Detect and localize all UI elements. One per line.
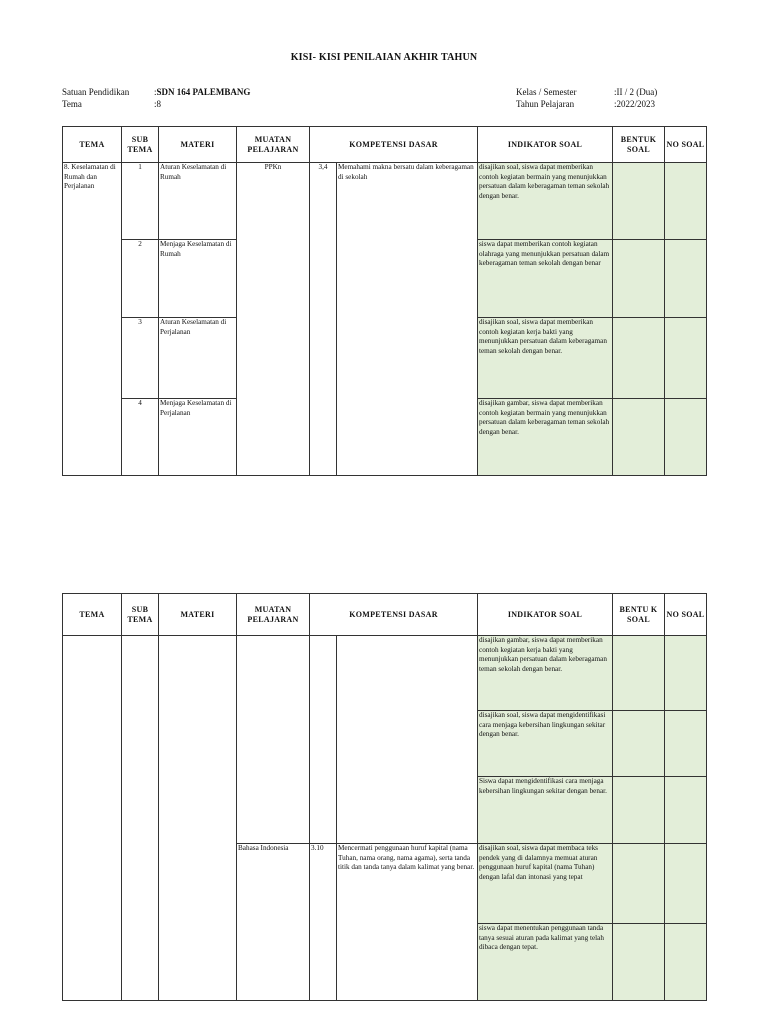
page-title: KISI- KISI PENILAIAN AKHIR TAHUN bbox=[290, 52, 478, 63]
header-subtema: SUB TEMA bbox=[122, 594, 159, 636]
meta-row-kelas bbox=[516, 86, 657, 98]
meta-colon: : bbox=[154, 99, 157, 109]
meta-row-satuan bbox=[62, 86, 250, 98]
cell-muatan bbox=[237, 636, 310, 844]
meta-value: 8 bbox=[156, 99, 162, 109]
meta-right bbox=[516, 86, 657, 110]
cell-subtema: 3 bbox=[122, 318, 159, 399]
table-row bbox=[63, 163, 707, 240]
cell-bentuk bbox=[613, 924, 665, 1001]
cell-bentuk bbox=[613, 777, 665, 844]
cell-indikator: disajikan soal, siswa dapat membaca teks pendek yang di dalamnya memuat aturan penggunaan huruf kapital (nama Tuhan) dengan lafal dan intonasi yang tepat bbox=[478, 844, 613, 924]
cell-bentuk bbox=[613, 711, 665, 777]
table-header-row bbox=[63, 127, 707, 163]
meta-colon: : bbox=[154, 87, 157, 97]
cell-kd-text bbox=[337, 636, 478, 844]
meta-label: Tahun Pelajaran bbox=[516, 99, 575, 109]
meta-label: Tema bbox=[62, 99, 82, 109]
cell-no bbox=[665, 636, 707, 711]
cell-indikator: disajikan soal, siswa dapat memberikan contoh kegiatan bermain yang menunjukkan persatuan dalam keberagaman teman sekolah dengan benar. bbox=[478, 163, 613, 240]
cell-materi: Aturan Keselamatan di Perjalanan bbox=[159, 318, 237, 399]
cell-indikator: disajikan soal, siswa dapat mengidentifikasi cara menjaga kebersihan lingkungan sekitar dengan benar. bbox=[478, 711, 613, 777]
cell-materi: Menjaga Keselamatan di Perjalanan bbox=[159, 399, 237, 476]
cell-materi: Aturan Keselamatan di Rumah bbox=[159, 163, 237, 240]
cell-materi: Menjaga Keselamatan di Rumah bbox=[159, 240, 237, 318]
header-kompetensi: KOMPETENSI DASAR bbox=[310, 127, 478, 163]
meta-value: 2022/2023 bbox=[616, 99, 656, 109]
cell-indikator: siswa dapat menentukan penggunaan tanda tanya sesuai aturan pada kalimat yang telah dibaca dengan tepat. bbox=[478, 924, 613, 1001]
cell-no bbox=[665, 844, 707, 924]
cell-bentuk bbox=[613, 240, 665, 318]
header-muatan: MUATAN PELAJARAN bbox=[237, 594, 310, 636]
cell-indikator: disajikan gambar, siswa dapat memberikan contoh kegiatan bermain yang menunjukkan persatuan dalam keberagaman teman sekolah dengan benar. bbox=[478, 399, 613, 476]
cell-no bbox=[665, 318, 707, 399]
kisi-table-2 bbox=[62, 593, 707, 1001]
header-materi: MATERI bbox=[159, 594, 237, 636]
cell-materi bbox=[159, 636, 237, 1001]
cell-subtema: 2 bbox=[122, 240, 159, 318]
header-kompetensi: KOMPETENSI DASAR bbox=[310, 594, 478, 636]
meta-label: Kelas / Semester bbox=[516, 87, 577, 97]
cell-indikator: disajikan soal, siswa dapat memberikan contoh kegiatan kerja bakti yang menunjukkan persatuan dalam keberagaman teman sekolah dengan benar. bbox=[478, 318, 613, 399]
kisi-table-1 bbox=[62, 126, 707, 476]
meta-colon: : bbox=[614, 87, 617, 97]
header-indikator: INDIKATOR SOAL bbox=[478, 127, 613, 163]
cell-tema bbox=[63, 636, 122, 1001]
cell-indikator: Siswa dapat mengidentifikasi cara menjaga kebersihan lingkungan sekitar dengan benar. bbox=[478, 777, 613, 844]
cell-bentuk bbox=[613, 399, 665, 476]
meta-label: Satuan Pendidikan bbox=[62, 87, 130, 97]
cell-kd-text: Memahami makna bersatu dalam keberagaman di sekolah bbox=[337, 163, 478, 476]
cell-subtema: 4 bbox=[122, 399, 159, 476]
cell-no bbox=[665, 240, 707, 318]
cell-tema: 8. Keselamatan di Rumah dan Perjalanan bbox=[63, 163, 122, 476]
meta-row-tema bbox=[62, 98, 250, 110]
cell-no bbox=[665, 711, 707, 777]
table-row bbox=[63, 636, 707, 711]
header-tema: TEMA bbox=[63, 127, 122, 163]
meta-colon: : bbox=[614, 99, 617, 109]
cell-indikator: siswa dapat memberikan contoh kegiatan olahraga yang menunjukkan persatuan dalam keberagaman teman sekolah dengan benar bbox=[478, 240, 613, 318]
cell-no bbox=[665, 163, 707, 240]
header-no: NO SOAL bbox=[665, 594, 707, 636]
header-indikator: INDIKATOR SOAL bbox=[478, 594, 613, 636]
meta-value: SDN 164 PALEMBANG bbox=[156, 87, 251, 97]
meta-value: II / 2 (Dua) bbox=[616, 87, 658, 97]
cell-kd-number: 3.10 bbox=[310, 844, 337, 1001]
header-muatan: MUATAN PELAJARAN bbox=[237, 127, 310, 163]
meta-row-tahun bbox=[516, 98, 657, 110]
header-materi: MATERI bbox=[159, 127, 237, 163]
cell-bentuk bbox=[613, 636, 665, 711]
cell-kd-number: 3,4 bbox=[310, 163, 337, 476]
cell-subtema bbox=[122, 636, 159, 1001]
cell-no bbox=[665, 777, 707, 844]
cell-bentuk bbox=[613, 844, 665, 924]
header-bentuk: BENTUK SOAL bbox=[613, 127, 665, 163]
cell-indikator: disajikan gambar, siswa dapat memberikan contoh kegiatan kerja bakti yang menunjukkan persatuan dalam keberagaman teman sekolah dengan benar. bbox=[478, 636, 613, 711]
header-tema: TEMA bbox=[63, 594, 122, 636]
header-no: NO SOAL bbox=[665, 127, 707, 163]
cell-subtema: 1 bbox=[122, 163, 159, 240]
header-subtema: SUB TEMA bbox=[122, 127, 159, 163]
cell-kd-number bbox=[310, 636, 337, 844]
cell-no bbox=[665, 399, 707, 476]
header-bentuk: BENTU K SOAL bbox=[613, 594, 665, 636]
meta-left bbox=[62, 86, 250, 110]
cell-no bbox=[665, 924, 707, 1001]
cell-muatan: PPKn bbox=[237, 163, 310, 476]
cell-muatan: Bahasa Indonesia bbox=[237, 844, 310, 1001]
cell-bentuk bbox=[613, 318, 665, 399]
cell-bentuk bbox=[613, 163, 665, 240]
cell-kd-text: Mencermati penggunaan huruf kapital (nama Tuhan, nama orang, nama agama), serta tanda titik dan tanda tanya dalam kalimat yang benar. bbox=[337, 844, 478, 1001]
table-header-row bbox=[63, 594, 707, 636]
